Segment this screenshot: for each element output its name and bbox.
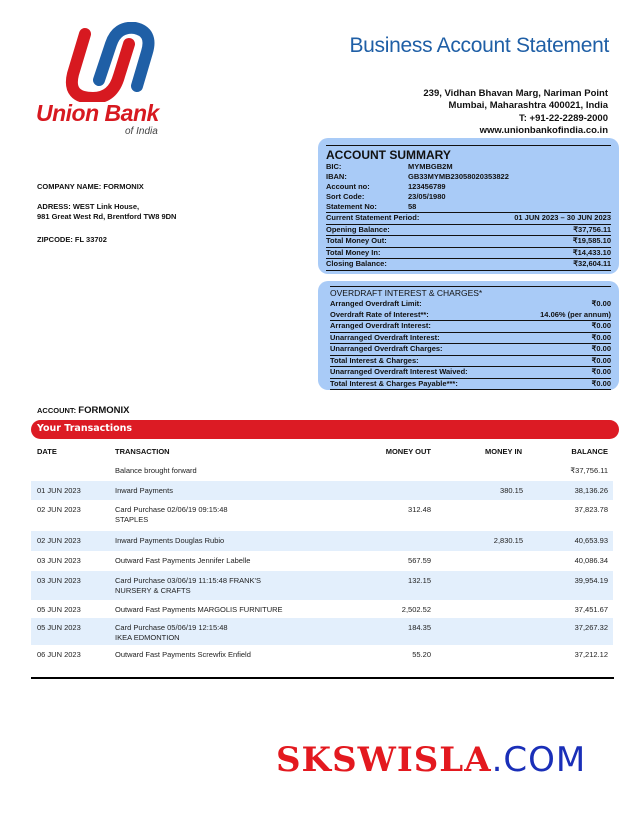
table-row [31, 531, 613, 551]
total-label: Closing Balance: [326, 259, 387, 268]
cell-money-in: 2,830.15 [493, 536, 523, 545]
transactions-header-bar [31, 420, 619, 439]
cell-money-out: 132.15 [408, 576, 431, 585]
overdraft-row [330, 299, 611, 310]
cell-transaction [115, 486, 173, 496]
summary-total-row [326, 225, 611, 237]
table-row [31, 551, 613, 571]
bank-subname-logo-text: of India [125, 126, 158, 137]
detail-label: Statement No: [326, 202, 377, 211]
transactions-title: Your Transactions [37, 423, 133, 434]
transaction-line-1: Outward Fast Payments Jennifer Labelle [115, 556, 251, 565]
column-header-transaction: TRANSACTION [115, 447, 170, 456]
overdraft-row [330, 356, 611, 368]
total-label: Opening Balance: [326, 224, 390, 234]
summary-detail-row [326, 162, 611, 172]
column-header-balance: BALANCE [571, 447, 608, 456]
summary-detail-row [326, 202, 611, 213]
column-header-money-in: MONEY IN [485, 447, 522, 456]
table-row [31, 645, 613, 666]
cell-balance: 37,823.78 [574, 505, 608, 514]
detail-label: Sort Code: [326, 192, 365, 201]
overdraft-label: Overdraft Rate of Interest**: [330, 309, 429, 319]
cell-balance: 37,267.32 [574, 623, 608, 632]
transaction-line-1: Inward Payments [115, 486, 173, 495]
transaction-line-1: Card Purchase 02/06/19 09:15:48 [115, 505, 228, 514]
detail-label: BIC: [326, 162, 342, 171]
account-prefix: ACCOUNT: [37, 406, 77, 415]
summary-total-row [326, 248, 611, 260]
overdraft-row [330, 344, 611, 356]
transaction-line-1: Card Purchase 03/06/19 11:15:48 FRANK'S [115, 576, 261, 585]
total-value: ₹14,433.10 [572, 247, 611, 257]
summary-total-row [326, 259, 611, 271]
bank-address-line: Mumbai, Maharashtra 400021, India [448, 100, 608, 112]
table-row [31, 461, 613, 481]
table-row [31, 571, 613, 600]
summary-detail-row [326, 182, 611, 192]
union-bank-logo-icon [55, 22, 155, 102]
detail-value: 58 [408, 202, 417, 211]
detail-label: IBAN: [326, 172, 347, 181]
bottom-divider [31, 677, 614, 679]
cell-date: 03 JUN 2023 [37, 556, 81, 565]
cell-transaction [115, 576, 261, 596]
account-summary-panel [318, 138, 619, 274]
overdraft-row [330, 333, 611, 345]
cell-money-out: 2,502.52 [401, 605, 431, 614]
overdraft-label: Arranged Overdraft Interest: [330, 321, 431, 330]
column-header-money-out: MONEY OUT [385, 447, 431, 456]
overdraft-label: Total Interest & Charges: [330, 355, 419, 365]
cell-balance: 40,653.93 [574, 536, 608, 545]
bank-address [423, 88, 608, 137]
cell-date: 03 JUN 2023 [37, 576, 81, 585]
cell-money-out: 312.48 [408, 505, 431, 514]
cell-date: 05 JUN 2023 [37, 623, 81, 632]
overdraft-value: 14.06% (per annum) [540, 309, 611, 319]
overdraft-title: OVERDRAFT INTEREST & CHARGES* [330, 288, 483, 298]
cell-transaction [115, 505, 228, 525]
total-label: Total Money Out: [326, 236, 387, 245]
table-row [31, 618, 613, 645]
summary-detail-row [326, 172, 611, 182]
cell-transaction [115, 536, 224, 546]
total-label: Current Statement Period: [326, 213, 420, 222]
company-name: COMPANY NAME: FORMONIX [37, 182, 144, 191]
transaction-line-1: Card Purchase 05/06/19 12:15:48 [115, 623, 228, 632]
transaction-line-2: STAPLES [115, 515, 149, 524]
bank-name-logo-text: Union Bank [36, 100, 159, 126]
bank-phone: T: +91-22-2289-2000 [519, 112, 608, 124]
table-row [31, 500, 613, 531]
overdraft-row [330, 310, 611, 322]
summary-detail-row [326, 192, 611, 202]
cell-transaction [115, 556, 250, 566]
overdraft-value: ₹0.00 [591, 299, 611, 308]
company-address-line-2: 981 Great West Rd, Brentford TW8 9DN [37, 212, 177, 221]
transaction-line-2: IKEA EDMONTION [115, 633, 180, 642]
overdraft-value: ₹0.00 [591, 332, 611, 342]
cell-balance: 38,136.26 [574, 486, 608, 495]
summary-total-row [326, 236, 611, 248]
transaction-line-1: Outward Fast Payments Screwfix Enfield [115, 650, 251, 659]
overdraft-label: Unarranged Overdraft Interest Waived: [330, 367, 468, 376]
cell-date: 02 JUN 2023 [37, 505, 81, 514]
account-summary-title: ACCOUNT SUMMARY [326, 148, 451, 162]
company-zipcode: ZIPCODE: FL 33702 [37, 235, 107, 244]
cell-transaction [115, 605, 283, 615]
cell-money-out: 55.20 [412, 650, 431, 659]
total-label: Total Money In: [326, 247, 381, 257]
detail-label: Account no: [326, 182, 370, 191]
cell-transaction [115, 623, 228, 643]
overdraft-row [330, 321, 611, 333]
overdraft-value: ₹0.00 [591, 321, 611, 330]
cell-balance: 37,212.12 [574, 650, 608, 659]
overdraft-value: ₹0.00 [591, 378, 611, 388]
account-label [37, 405, 129, 416]
overdraft-value: ₹0.00 [591, 367, 611, 376]
account-name: FORMONIX [78, 405, 130, 416]
overdraft-panel [318, 281, 619, 390]
cell-money-out: 184.35 [408, 623, 431, 632]
detail-value: 123456789 [408, 182, 446, 191]
cell-money-out: 567.59 [408, 556, 431, 565]
cell-date: 05 JUN 2023 [37, 605, 81, 614]
cell-balance: ₹37,756.11 [570, 466, 608, 475]
transaction-line-2: NURSERY & CRAFTS [115, 586, 191, 595]
total-value: 01 JUN 2023 – 30 JUN 2023 [514, 213, 611, 222]
cell-balance: 37,451.67 [574, 605, 608, 614]
bank-address-line: 239, Vidhan Bhavan Marg, Nariman Point [423, 88, 608, 99]
overdraft-label: Unarranged Overdraft Charges: [330, 344, 443, 353]
cell-transaction [115, 650, 251, 660]
watermark-part-2: .COM [491, 740, 587, 780]
watermark-part-1: SKSWISLA [276, 740, 492, 780]
transaction-line-1: Outward Fast Payments MARGOLIS FURNITURE [115, 605, 283, 614]
total-value: ₹19,585.10 [572, 236, 611, 245]
overdraft-row [330, 379, 611, 391]
detail-value: GB33MYMB23058020353822 [408, 172, 509, 181]
transaction-line-1: Balance brought forward [115, 466, 197, 475]
company-address-line-1: ADRESS: WEST Link House, [37, 202, 140, 211]
column-header-date: DATE [37, 447, 57, 456]
summary-total-row [326, 213, 611, 225]
cell-date: 01 JUN 2023 [37, 486, 81, 495]
overdraft-row [330, 367, 611, 379]
watermark [276, 740, 586, 780]
overdraft-label: Unarranged Overdraft Interest: [330, 332, 440, 342]
table-row [31, 600, 613, 618]
detail-value: 23/05/1980 [408, 192, 446, 201]
cell-balance: 39,954.19 [574, 576, 608, 585]
cell-balance: 40,086.34 [574, 556, 608, 565]
table-row [31, 481, 613, 500]
cell-date: 02 JUN 2023 [37, 536, 81, 545]
page-title: Business Account Statement [349, 34, 609, 57]
overdraft-label: Total Interest & Charges Payable***: [330, 378, 458, 388]
cell-date: 06 JUN 2023 [37, 650, 81, 659]
detail-value: MYMBGB2M [408, 162, 453, 171]
cell-money-in: 380.15 [500, 486, 523, 495]
transaction-line-1: Inward Payments Douglas Rubio [115, 536, 225, 545]
overdraft-value: ₹0.00 [591, 355, 611, 365]
bank-website-link[interactable]: www.unionbankofindia.co.in [479, 124, 608, 136]
total-value: ₹32,604.11 [573, 259, 611, 268]
total-value: ₹37,756.11 [573, 224, 611, 234]
overdraft-label: Arranged Overdraft Limit: [330, 299, 422, 308]
cell-transaction [115, 466, 197, 476]
overdraft-value: ₹0.00 [591, 344, 611, 353]
